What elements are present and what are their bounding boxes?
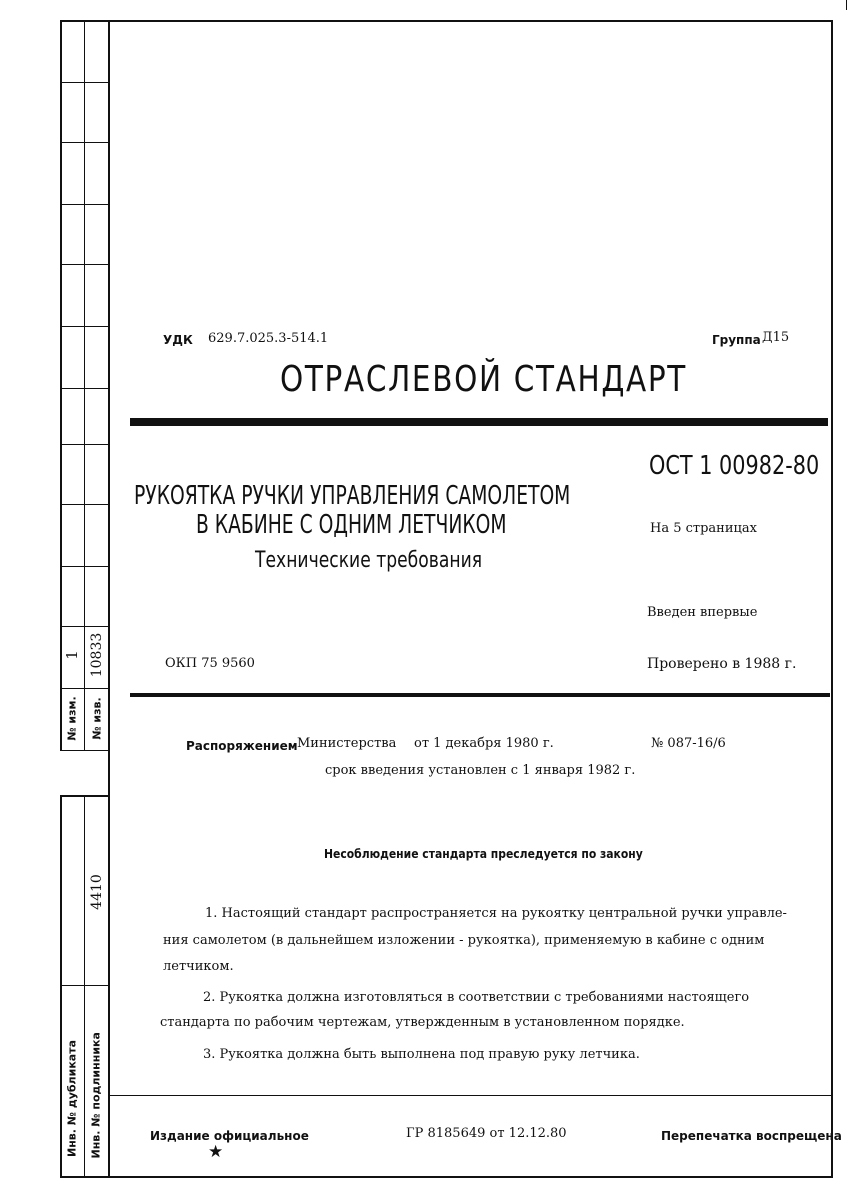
- frame-bottom-line: [62, 1176, 833, 1178]
- margin-row-line: [60, 264, 108, 265]
- lower-margin-left-line: [60, 795, 62, 1178]
- margin-row-line: [60, 204, 108, 205]
- standard-title-line2: В КАБИНЕ С ОДНИМ ЛЕТЧИКОМ: [196, 510, 507, 540]
- margin-dup-label: Инв. № дубликата: [65, 1039, 79, 1158]
- title-block-bottom-rule: [130, 693, 830, 697]
- body-p1-line2: ния самолетом (в дальнейшем изложении - рукоятка), применяемую в кабине с одним: [163, 933, 765, 948]
- header-thick-rule: [130, 418, 828, 426]
- standard-title-line1: РУКОЯТКА РУЧКИ УПРАВЛЕНИЯ САМОЛЕТОМ: [134, 481, 571, 511]
- big-title: ОТРАСЛЕВОЙ СТАНДАРТ: [280, 359, 687, 400]
- margin-row-line: [60, 750, 108, 751]
- margin-change-label: № изм.: [65, 696, 79, 741]
- margin-notice-no: 10833: [89, 632, 105, 678]
- standard-pages: На 5 страницах: [650, 521, 757, 536]
- standard-number: ОСТ 1 00982-80: [649, 451, 820, 481]
- frame-mid-line: [84, 20, 85, 750]
- footer-gr: ГР 8185649 от 12.12.80: [406, 1126, 567, 1141]
- margin-row-line: [60, 388, 108, 389]
- frame-top-line: [60, 20, 833, 22]
- standard-subtitle: Технические требования: [255, 548, 483, 573]
- margin-row-line: [60, 326, 108, 327]
- body-p1-line1: 1. Настоящий стандарт распространяется на рукоятку центральной ручки управле-: [205, 906, 787, 921]
- footer-reprint: Перепечатка воспрещена: [661, 1129, 842, 1143]
- standard-okp: ОКП 75 9560: [165, 656, 255, 671]
- order-date: от 1 декабря 1980 г.: [414, 736, 554, 751]
- frame-mark: [846, 0, 847, 10]
- frame-right-line: [831, 20, 833, 1178]
- margin-row-line: [60, 444, 108, 445]
- body-p1-line3: летчиком.: [163, 959, 234, 974]
- frame-inner-left-line: [108, 20, 110, 1178]
- margin-inv-orig: 4410: [89, 874, 105, 910]
- group-label: Группа: [712, 333, 761, 347]
- margin-notice-label: № изв.: [90, 697, 104, 740]
- body-p2-line1: 2. Рукоятка должна изготовляться в соответствии с требованиями настоящего: [203, 990, 750, 1005]
- udk-label: УДК: [163, 333, 193, 347]
- standard-checked: Проверено в 1988 г.: [647, 656, 797, 672]
- margin-row-line: [60, 82, 108, 83]
- standard-introduced: Введен впервые: [647, 605, 758, 620]
- lower-margin-mid-line: [84, 795, 85, 1178]
- frame-left-line: [60, 20, 62, 750]
- order-number: № 087-16/6: [651, 736, 726, 751]
- lower-margin-top-line: [60, 795, 108, 797]
- margin-row-line: [60, 566, 108, 567]
- order-ministry: Министерства: [297, 736, 397, 751]
- margin-row-line: [60, 626, 108, 627]
- margin-row-line: [60, 688, 108, 689]
- margin-orig-label: Инв. № подлинника: [89, 1032, 103, 1159]
- order-label: Распоряжением: [186, 739, 298, 753]
- order-term: срок введения установлен с 1 января 1982 г.: [325, 763, 636, 778]
- lower-margin-divider: [60, 985, 108, 986]
- body-p3-line1: 3. Рукоятка должна быть выполнена под правую руку летчика.: [203, 1047, 640, 1062]
- udk-value: 629.7.025.3-514.1: [208, 331, 329, 346]
- footer-star: ★: [208, 1142, 224, 1162]
- margin-row-line: [60, 504, 108, 505]
- footer-edition: Издание официальное: [150, 1129, 309, 1143]
- margin-change-no: 1: [63, 650, 81, 660]
- lower-margin-bottom-edge: [108, 1095, 831, 1096]
- notice-text: Несоблюдение стандарта преследуется по закону: [324, 847, 643, 861]
- group-value: Д15: [762, 330, 790, 345]
- margin-row-line: [60, 142, 108, 143]
- body-p2-line2: стандарта по рабочим чертежам, утвержденным в установленном порядке.: [160, 1015, 685, 1030]
